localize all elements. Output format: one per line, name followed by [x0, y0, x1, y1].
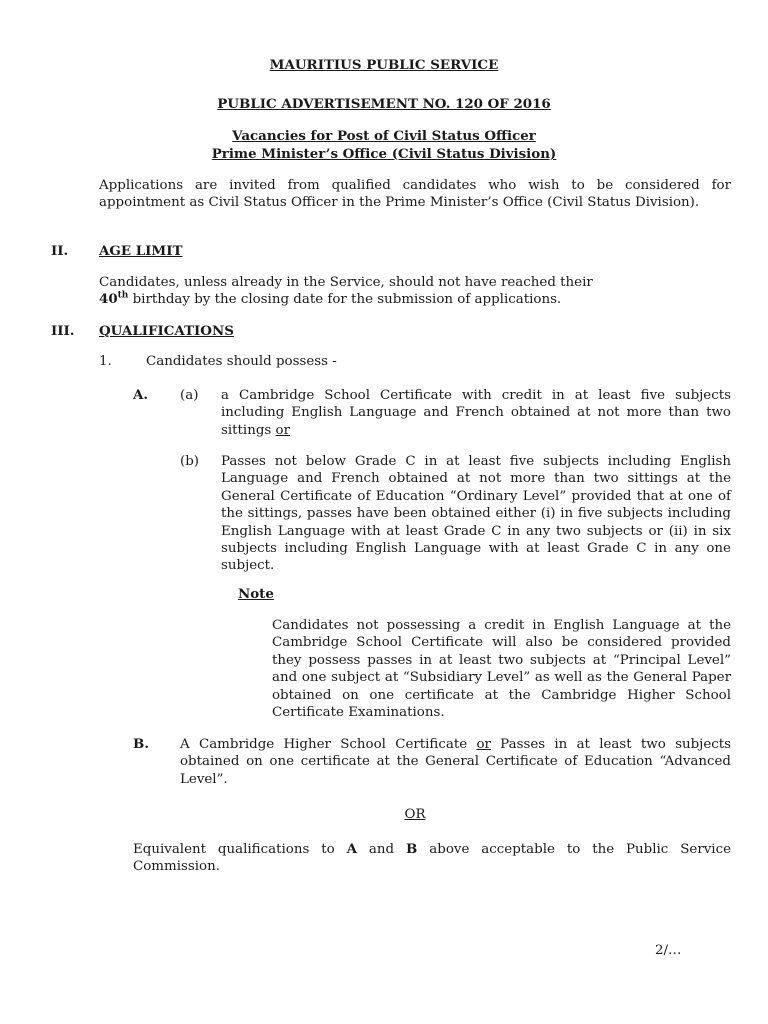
- item-1-text: Candidates should possess -: [146, 354, 337, 369]
- note-heading: Note: [238, 586, 274, 602]
- section-2-number: II.: [51, 243, 69, 259]
- age-limit-line-2: [99, 291, 731, 308]
- page-marker: 2/…: [655, 943, 682, 958]
- sub-a-text: [221, 387, 731, 439]
- equivalent-qualifications: [133, 841, 731, 876]
- sub-a-or: or: [275, 422, 290, 438]
- equiv-ref-b: B: [406, 841, 418, 857]
- title-line-2: Prime Minister’s Office (Civil Status Division): [211, 146, 557, 162]
- equiv-text-1: Equivalent qualifications to: [133, 842, 347, 857]
- equiv-ref-a: A: [346, 841, 357, 857]
- or-divider: OR: [404, 807, 426, 822]
- age-value: 40: [99, 291, 118, 307]
- intro-paragraph: Applications are invited from qualified candidates who wish to be considered for appointment as Civil Status Officer in the Prime Minister’s Office (Civil Status Division).: [99, 178, 731, 211]
- title-line-1: Vacancies for Post of Civil Status Officer: [232, 128, 536, 144]
- note-text: Candidates not possessing a credit in English Language at the Cambridge School Certificate will also be considered provided they possess passes in at least two subjects at “Principal Level” and one subject at “Subsidiary Level” as well as the General Paper obtained on one certificate at the Cambridge Higher School Certificate Examinations.: [272, 618, 731, 721]
- section-3-number: III.: [51, 323, 75, 339]
- item-1-number: 1.: [99, 354, 112, 369]
- age-limit-rest: birthday by the closing date for the submission of applications.: [128, 292, 562, 307]
- option-b-or: or: [476, 737, 491, 752]
- section-3-heading: QUALIFICATIONS: [99, 323, 234, 339]
- sub-a-body: a Cambridge School Certificate with credit in at least five subjects including English Language and French obtained at not more than two sittings: [221, 388, 731, 438]
- option-b-label: B.: [133, 736, 149, 752]
- sub-b-text: Passes not below Grade C in at least five subjects including English Language and French obtained at not more than two sittings at the General Certificate of Education “Ordinary Level” provided that at one of the sittings, passes have been obtained either (i) in five subjects including English Language with at least Grade C in any two subjects or (ii) in six subjects including English Language with at least Grade C in any one subject.: [221, 454, 731, 574]
- age-ordinal: th: [117, 290, 129, 301]
- option-b-body-2: Passes in at least two subjects obtained on one certificate at the General Certificate of Education “Advanced Level”.: [180, 737, 731, 787]
- equiv-and: and: [356, 842, 407, 857]
- option-b-body-1: A Cambridge Higher School Certificate: [180, 737, 477, 752]
- section-2-heading: AGE LIMIT: [99, 243, 183, 259]
- equiv-text-2: above acceptable to the Public Service Commission.: [133, 842, 731, 875]
- sub-b-label: (b): [180, 454, 200, 469]
- org-heading: MAURITIUS PUBLIC SERVICE: [269, 57, 499, 73]
- age-limit-line-1: Candidates, unless already in the Service, should not have reached their: [99, 275, 593, 290]
- option-a-label: A.: [133, 387, 149, 403]
- sub-a-label: (a): [180, 388, 199, 403]
- advert-heading: PUBLIC ADVERTISEMENT NO. 120 OF 2016: [217, 96, 551, 112]
- option-b-text: [180, 736, 731, 788]
